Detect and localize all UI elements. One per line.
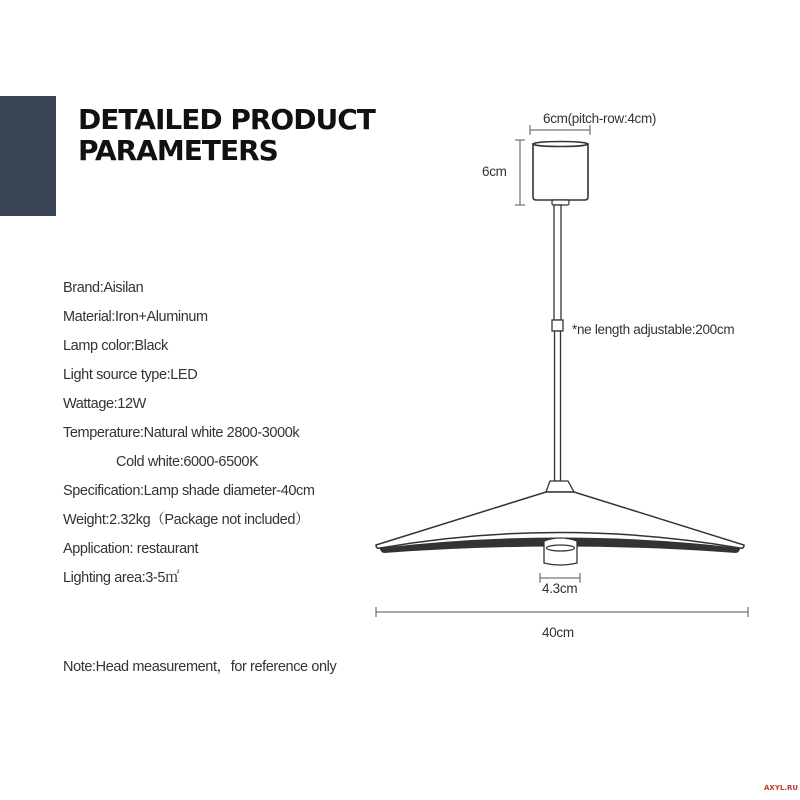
spec-temperature: Temperature:Natural white 2800-3000k bbox=[63, 425, 300, 441]
suspension-cord bbox=[552, 205, 563, 481]
cord-length-label: *ne length adjustable:200cm bbox=[572, 322, 735, 337]
head-width-label: 4.3cm bbox=[542, 581, 578, 596]
canopy-width-dimension bbox=[530, 111, 656, 135]
title-line-1: DETAILED PRODUCT bbox=[78, 103, 375, 136]
watermark-text: AXYL.RU bbox=[764, 784, 799, 792]
canopy-width-label: 6cm(pitch-row:4cm) bbox=[543, 111, 657, 126]
spec-temperature-cold: Cold white:6000-6500K bbox=[116, 454, 259, 470]
ceiling-canopy bbox=[533, 142, 588, 206]
shade-diameter-dimension bbox=[376, 607, 748, 640]
spec-lamp-color: Lamp color:Black bbox=[63, 338, 168, 354]
spec-application: Application: restaurant bbox=[63, 541, 199, 557]
spec-weight: Weight:2.32kg（Package not included） bbox=[63, 512, 310, 528]
spec-wattage: Wattage:12W bbox=[63, 396, 146, 412]
canopy-height-dimension bbox=[482, 140, 525, 205]
spec-light-source: Light source type:LED bbox=[63, 367, 198, 383]
measurement-note: Note:Head measurement，for reference only bbox=[63, 659, 337, 675]
shade-diameter-label: 40cm bbox=[542, 625, 574, 640]
spec-brand: Brand:Aisilan bbox=[63, 280, 144, 296]
spec-specification: Specification:Lamp shade diameter-40cm bbox=[63, 483, 315, 499]
spec-lighting-area: Lighting area:3-5㎡ bbox=[63, 570, 180, 586]
lamp-shade bbox=[376, 481, 744, 565]
canopy-height-label: 6cm bbox=[482, 164, 507, 179]
head-width-dimension bbox=[540, 573, 580, 596]
spec-material: Material:Iron+Aluminum bbox=[63, 309, 208, 325]
title-line-2: PARAMETERS bbox=[78, 134, 278, 167]
